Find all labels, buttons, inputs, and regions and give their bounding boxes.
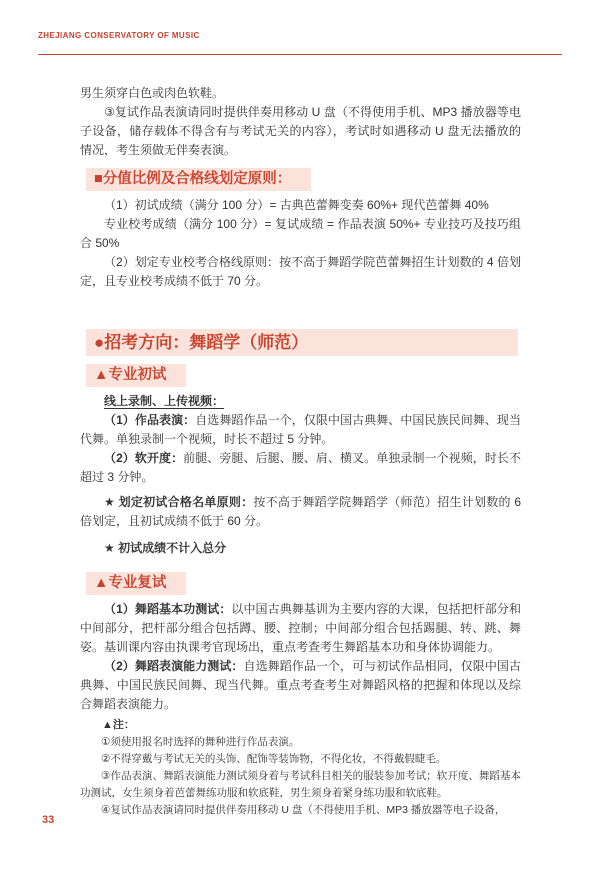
initial-item1-text: 自选舞蹈作品一个，仅限中国古典舞、中国民族民间舞、现当代舞。单独录制一个视频，时长不超过 5 分钟。 — [80, 413, 521, 446]
page-number: 33 — [42, 814, 55, 826]
score-item1: （1）初试成绩（满分 100 分）= 古典芭蕾舞变奏 60%+ 现代芭蕾舞 40% — [104, 198, 489, 212]
initial-star2: ★ 初试成绩不计入总分 — [104, 541, 227, 555]
initial-star1-text: 按不高于舞蹈学院舞蹈学（师范）招生计划数的 6 倍划定，且初试成绩不低于 60 分。 — [80, 495, 522, 528]
initial-star1 — [80, 493, 521, 531]
notes-heading: ▲注： — [102, 719, 135, 731]
retest-heading-row — [80, 572, 521, 595]
retest-item2-label: （2）舞蹈表演能力测试： — [104, 659, 244, 673]
retest-item1 — [80, 600, 521, 657]
initial-star1-label: ★ 划定初试合格名单原则： — [104, 495, 254, 509]
note-item-1: ①须使用报名时选择的舞种进行作品表演。 — [101, 736, 300, 748]
admission-direction-heading: ●招考方向：舞蹈学（师范） — [86, 329, 518, 356]
score-rules-heading: ■分值比例及合格线划定原则： — [86, 168, 311, 191]
initial-item2-text: 前腿、旁腿、后腿、腰、肩、横叉。单独录制一个视频，时长不超过 3 分钟。 — [80, 451, 521, 484]
retest-item2-text: 自选舞蹈作品一个，可与初试作品相同，仅限中国古典舞、中国民族民间舞、现当代舞。重点考查考生对舞蹈风格的把握和体现以及综合舞蹈表演能力。 — [80, 659, 521, 711]
initial-test-heading: ▲专业初试 — [86, 364, 186, 387]
online-recording-subheading: 线上录制、上传视频： — [104, 394, 225, 408]
retest-item1-label: （1）舞蹈基本功测试： — [104, 602, 232, 616]
retest-item1-text: 以中国古典舞基训为主要内容的大课，包括把杆部分和中间部分，把杆部分组合包括蹲、腰、控制；中间部分组合包括踢腿、转、跳、舞姿。基训课内容由执课考官现场出，重点考查考生舞蹈基本功和身体协调能力。 — [80, 602, 521, 654]
header-divider — [38, 54, 562, 55]
note-item-2: ②不得穿戴与考试无关的头饰、配饰等装饰物，不得化妆，不得戴假睫毛。 — [101, 753, 447, 765]
conservatory-brand-text: ZHEJIANG CONSERVATORY OF MUSIC — [38, 31, 200, 40]
initial-test-heading-row — [80, 364, 521, 387]
retest-item2 — [80, 657, 521, 714]
page-content — [80, 84, 521, 819]
intro-note3-paragraph: ③复试作品表演请同时提供伴奏用移动 U 盘（不得使用手机、MP3 播放器等电子设备，储存载体不得含有与考试无关的内容），考试时如遇移动 U 盘无法播放的情况，考生须做无伴奏表演。 — [80, 105, 521, 157]
note-item-3: ③作品表演、舞蹈表演能力测试须身着与考试科目相关的服装参加考试；软开度、舞蹈基本功测试，女生须身着芭蕾舞练功服和软底鞋，男生须身着紧身练功服和软底鞋。 — [80, 770, 521, 799]
score-rules-heading-row — [80, 168, 521, 191]
note-item-4: ④复试作品表演请同时提供伴奏用移动 U 盘（不得使用手机、MP3 播放器等电子设备， — [101, 804, 506, 816]
score-item2: （2）划定专业校考合格线原则：按不高于舞蹈学院芭蕾舞招生计划数的 4 倍划定，且专业校考成绩不低于 70 分。 — [80, 255, 521, 288]
initial-subheading-line — [80, 392, 521, 411]
initial-item1 — [80, 411, 521, 449]
initial-item2-label: （2）软开度： — [104, 451, 184, 465]
retest-heading: ▲专业复试 — [86, 572, 186, 595]
initial-item2 — [80, 449, 521, 487]
initial-item1-label: （1）作品表演： — [104, 413, 196, 427]
intro-continuation-paragraph: 男生须穿白色或肉色软鞋。 — [80, 86, 225, 100]
score-item1b: 专业校考成绩（满分 100 分）= 复试成绩 = 作品表演 50%+ 专业技巧及技巧组合 50% — [80, 217, 521, 250]
